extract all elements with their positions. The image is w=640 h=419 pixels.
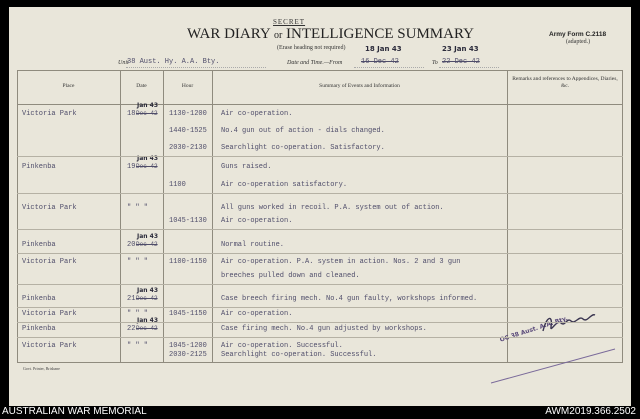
entry-summary: Air co-operation. [221, 217, 293, 225]
war-diary-page [9, 7, 631, 406]
entry-place: Pinkenba [22, 325, 56, 333]
entry-date-day: " " " [127, 258, 149, 266]
col-remarks: Remarks and references to Appendices, Diaries, &c. [512, 76, 618, 89]
entry-date-day: 18 [127, 110, 136, 118]
entry-date-struck: Dec 42 [136, 241, 158, 248]
footer-accession: AWM2019.366.2502 [545, 406, 636, 417]
title-or: or [273, 30, 283, 41]
entry-date-day: 22 [127, 325, 136, 333]
from-date-struck: 16 Dec 42 [361, 58, 399, 66]
entry-hour: 1045-1130 [169, 217, 207, 225]
title-war-diary: WAR DIARY [187, 26, 271, 42]
entry-place: Victoria Park [22, 204, 77, 212]
row-separator [17, 284, 623, 285]
subtitle: (Erase heading not required) [277, 45, 346, 51]
entry-summary: Air co-operation. [221, 310, 293, 318]
row-separator [17, 337, 623, 338]
entry-hour: 1100-1150 [169, 258, 207, 266]
title-intelligence-summary: INTELLIGENCE SUMMARY [286, 26, 474, 42]
archive-footer [0, 406, 640, 419]
entry-date-day: " " " [127, 342, 149, 350]
row-separator [17, 322, 623, 323]
army-form-label: Army Form C.2118 [549, 31, 607, 38]
row-separator [17, 307, 623, 308]
entry-summary: Normal routine. [221, 241, 285, 249]
entry-summary: Searchlight co-operation. Successful. [221, 351, 377, 359]
entry-date-written: Jan 43 [137, 102, 158, 109]
entry-date-day: " " " [127, 310, 149, 318]
entry-summary: No.4 gun out of action - dials changed. [221, 127, 385, 135]
col-hour: Hour [181, 83, 194, 89]
entry-summary: All guns worked in recoil. P.A. system out of action. [221, 204, 444, 212]
stamp-underline [489, 347, 619, 392]
entry-date-struck: Dec 42 [136, 163, 158, 170]
entry-date-written: Jan 43 [137, 287, 158, 294]
col-summary: Summary of Events and Information [319, 83, 400, 89]
entry-date-day: 20 [127, 241, 136, 249]
entry-date-day: " " " [127, 204, 149, 212]
unit-label: Unit [118, 60, 129, 66]
entry-date-struck: Dec 42 [136, 325, 158, 332]
entry-summary: Case firing mech. No.4 gun adjusted by workshops. [221, 325, 427, 333]
secret-heading: SECRET [273, 18, 306, 26]
entry-hour: 1100 [169, 181, 186, 189]
to-date-struck: 22 Dec 42 [442, 58, 480, 66]
entry-summary: Air co-operation. Successful. [221, 342, 343, 350]
entry-place: Victoria Park [22, 258, 77, 266]
entry-date-written: Jan 43 [137, 233, 158, 240]
row-separator [17, 156, 623, 157]
entry-date-written: Jan 43 [137, 317, 158, 324]
entry-date-written: Jan 43 [137, 155, 158, 162]
entry-hour: 1440-1525 [169, 127, 207, 135]
entry-summary: Searchlight co-operation. Satisfactory. [221, 144, 385, 152]
row-separator [17, 253, 623, 254]
entry-place: Victoria Park [22, 110, 77, 118]
footer-institution: AUSTRALIAN WAR MEMORIAL [2, 406, 147, 417]
col-date: Date [136, 83, 147, 89]
from-date-written: 18 Jan 43 [365, 45, 402, 53]
entry-date-day: 19 [127, 163, 136, 171]
entry-hour: 2030-2125 [169, 351, 207, 359]
entry-place: Pinkenba [22, 163, 56, 171]
entry-hour: 1130-1200 [169, 110, 207, 118]
col-place: Place [62, 83, 75, 89]
to-label: To [432, 60, 438, 66]
entry-place: Victoria Park [22, 310, 77, 318]
entry-summary: Guns raised. [221, 163, 272, 171]
entry-summary: Air co-operation satisfactory. [221, 181, 348, 189]
entry-hour: 1045-1200 [169, 342, 207, 350]
entry-summary: breeches pulled down and cleaned. [221, 272, 360, 280]
adapted-label: (adapted.) [566, 39, 591, 45]
entry-place: Pinkenba [22, 295, 56, 303]
entry-date-day: 21 [127, 295, 136, 303]
unit-value: 38 Aust. Hy. A.A. Bty. [127, 58, 220, 66]
entry-place: Victoria Park [22, 342, 77, 350]
oc-stamp: OC 38 Aust. A.A. Bty. [499, 315, 569, 344]
entry-summary: Case breech firing mech. No.4 gun faulty, workshops informed. [221, 295, 478, 303]
row-separator [17, 193, 623, 194]
entry-place: Pinkenba [22, 241, 56, 249]
printer-imprint: Govt. Printer, Brisbane [23, 366, 60, 371]
row-separator [17, 229, 623, 230]
entry-summary: Air co-operation. [221, 110, 293, 118]
entry-summary: Air co-operation. P.A. system in action. Nos. 2 and 3 gun [221, 258, 461, 266]
date-time-label: Date and Time.—From [287, 60, 343, 66]
entry-hour: 1045-1150 [169, 310, 207, 318]
to-date-written: 23 Jan 43 [442, 45, 479, 53]
entry-date-struck: Dec 42 [136, 295, 158, 302]
entry-date-struck: Dec 42 [136, 110, 158, 117]
page-title [187, 26, 474, 43]
entry-hour: 2030-2130 [169, 144, 207, 152]
